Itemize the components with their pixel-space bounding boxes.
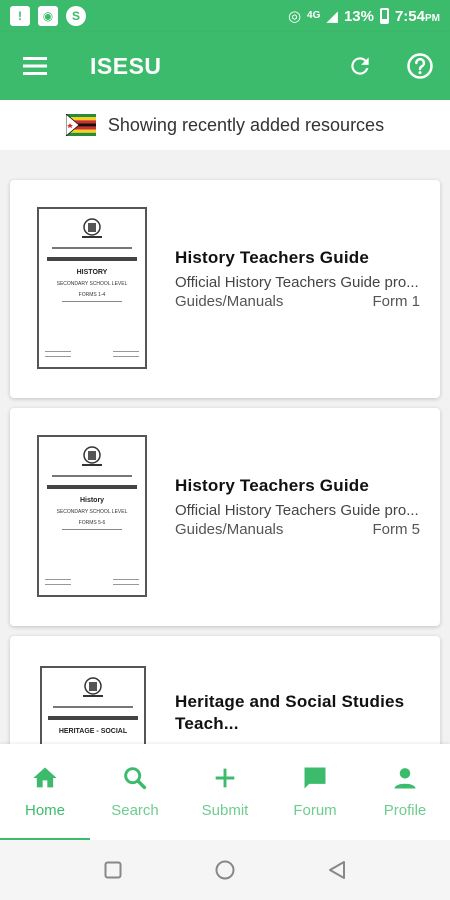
app-title: ISESU [90, 52, 162, 79]
coat-of-arms-icon [79, 443, 105, 469]
resource-title: Heritage and Social Studies Teach... [175, 692, 405, 733]
resource-description: Official History Teachers Guide pro... [175, 502, 419, 519]
zimbabwe-flag-icon [66, 114, 96, 136]
nav-home-label: Home [24, 802, 65, 819]
nav-submit-label: Submit [201, 802, 249, 819]
nav-profile[interactable] [360, 744, 450, 840]
chat-icon [301, 764, 329, 792]
system-navigation-bar [0, 840, 450, 900]
thumbnail-forms: FORMS 5-6 [78, 520, 106, 526]
resource-card[interactable] [10, 636, 440, 744]
resource-title: History Teachers Guide [175, 248, 369, 267]
hamburger-menu-icon [23, 57, 47, 75]
bottom-navigation [0, 744, 450, 840]
clock: 7:54PM [394, 7, 440, 25]
resource-category: Guides/Manuals [175, 293, 284, 310]
menu-button[interactable] [0, 32, 70, 100]
resource-card[interactable] [10, 180, 440, 398]
home-system-button[interactable] [214, 859, 236, 881]
resource-description: Official History Teachers Guide pro... [175, 274, 419, 291]
resource-category: Guides/Manuals [175, 521, 284, 538]
resource-title: History Teachers Guide [175, 476, 369, 495]
alert-notification-icon: ! [10, 6, 30, 26]
help-button[interactable] [390, 32, 450, 100]
refresh-icon [347, 53, 373, 79]
status-bar [0, 0, 450, 32]
search-icon [121, 764, 149, 792]
battery-percent: 13% [343, 7, 374, 25]
nav-search-label: Search [111, 802, 159, 819]
resource-card[interactable] [10, 408, 440, 626]
shazam-notification-icon: S [66, 6, 86, 26]
nav-search[interactable] [90, 744, 180, 840]
back-button[interactable] [326, 859, 348, 881]
coat-of-arms-icon [79, 215, 105, 241]
battery-icon [380, 8, 389, 24]
thumbnail-level: SECONDARY SCHOOL LEVEL [56, 281, 128, 287]
nav-profile-label: Profile [383, 802, 427, 819]
resource-level: Form 1 [372, 293, 420, 310]
thumbnail-subject: History [79, 497, 105, 504]
help-icon [406, 52, 434, 80]
hotspot-icon: ◎ [287, 8, 302, 25]
app-bar [0, 32, 450, 100]
recents-button[interactable] [102, 859, 124, 881]
triangle-back-icon [328, 860, 346, 880]
resource-level: Form 5 [372, 521, 420, 538]
thumbnail-forms: FORMS 1-4 [78, 292, 106, 298]
add-icon [211, 764, 239, 792]
banner-text: Showing recently added resources [107, 114, 385, 135]
refresh-button[interactable] [330, 32, 390, 100]
recent-resources-banner [0, 100, 450, 150]
document-thumbnail [40, 666, 146, 744]
square-icon [104, 861, 122, 879]
thumbnail-level: SECONDARY SCHOOL LEVEL [56, 509, 128, 515]
person-icon [391, 764, 419, 792]
nav-submit[interactable] [180, 744, 270, 840]
network-type: 4G [307, 10, 321, 21]
nav-home[interactable] [0, 744, 90, 840]
signal-icon: ◢ [326, 8, 338, 25]
resource-list[interactable] [0, 150, 450, 744]
circle-icon [215, 860, 235, 880]
home-icon [31, 764, 59, 792]
app-notification-icon: ◉ [38, 6, 58, 26]
coat-of-arms-icon [80, 674, 106, 700]
document-thumbnail [37, 435, 147, 597]
thumbnail-subject: HERITAGE - SOCIAL [58, 728, 128, 735]
nav-forum[interactable] [270, 744, 360, 840]
thumbnail-subject: HISTORY [76, 269, 108, 276]
nav-forum-label: Forum [293, 802, 337, 819]
document-thumbnail [37, 207, 147, 369]
